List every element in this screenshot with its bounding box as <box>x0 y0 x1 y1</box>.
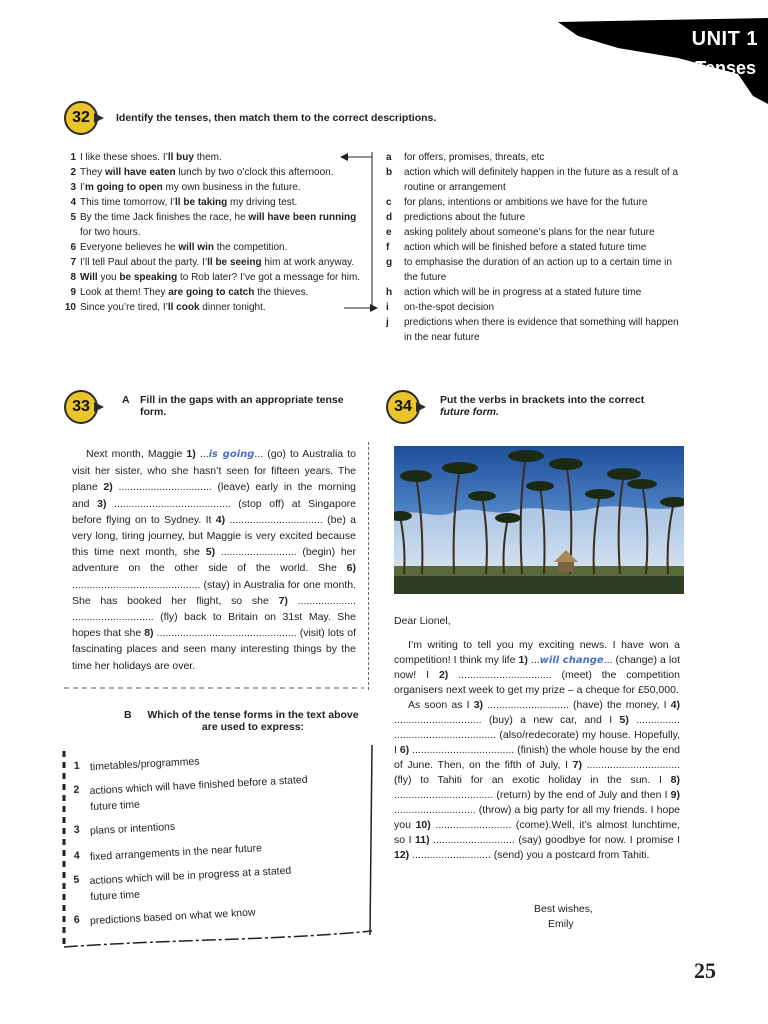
gap-number: 4) <box>215 513 226 526</box>
sentence-item <box>62 180 364 195</box>
letter-closing: Best wishes, <box>534 903 593 915</box>
sentence-number: 2 <box>70 167 76 178</box>
text-run: ............................ (throw) a big party for all my friends. I hope you <box>394 804 680 831</box>
description-item <box>386 300 686 315</box>
unit-title: UNIT 1 <box>691 28 758 50</box>
description-text: to emphasise the duration of an action up to a certain time in the future <box>404 257 672 283</box>
handwritten-answer: is going <box>208 449 255 460</box>
sentence-text: my own business in the future. <box>162 182 301 193</box>
gap-number: 7) <box>572 759 582 771</box>
exercise-33-badge <box>64 390 104 424</box>
exercise-34-badge <box>386 390 426 424</box>
gap-number: 7) <box>278 594 288 607</box>
description-text: predictions about the future <box>404 212 526 223</box>
part-b-number: 6 <box>73 913 81 926</box>
description-letter: b <box>386 167 393 178</box>
text-run: ............................ (say) goodbye for now. I promise I <box>429 834 680 846</box>
tense-verb: ll buy <box>167 152 194 163</box>
part-b-list <box>73 755 364 945</box>
description-text: on-the-spot decision <box>404 302 495 313</box>
text-run: ... <box>527 654 540 666</box>
text-run: As soon as I <box>408 699 474 711</box>
tense-verb: be speaking <box>119 272 178 283</box>
text-run: ................................ (meet) the competition organisers next week to get my prize – a cheque for £50,000. <box>394 669 680 696</box>
description-item <box>386 255 686 285</box>
sentence-text: the thieves. <box>254 287 309 298</box>
tense-verb: ll be taking <box>175 197 228 208</box>
part-b-number: 4 <box>73 849 81 862</box>
sentence-text: This time tomorrow, I’ <box>80 197 176 208</box>
sentence-item <box>62 285 364 300</box>
description-letter: i <box>386 302 389 313</box>
part-b-instruction: Which of the tense forms in the text above are used to express: <box>147 709 359 733</box>
gap-number: 4) <box>670 699 680 711</box>
description-list <box>386 150 686 345</box>
description-text: predictions when there is evidence that something will happen in the near future <box>404 317 679 343</box>
exercise-number: 32 <box>64 101 98 135</box>
tense-verb: are going to catch <box>168 287 255 298</box>
part-b-text: fixed arrangements in the near future <box>89 842 263 864</box>
sentence-text: you <box>97 272 120 283</box>
sentence-text: I’ll tell Paul about the party. I’ <box>80 257 208 268</box>
sentence-text: him at work anyway. <box>261 257 355 268</box>
gap-number: 5) <box>205 546 216 559</box>
tense-verb: ll be seeing <box>207 257 262 268</box>
part-a-instruction: Fill in the gaps with an appropriate tense form. <box>140 394 344 418</box>
text-run: ... (change) a lot now! I <box>394 654 681 681</box>
text-run: ................................ (fly) to Tahiti for an exotic holiday in the sun. I <box>394 759 680 786</box>
text-run: ........................................ (stop off) at Singapore before flying on to Sydney. It <box>72 497 357 526</box>
letter-paragraph <box>394 638 680 698</box>
sentence-item <box>62 210 364 240</box>
letter-paragraph <box>394 698 680 863</box>
description-item <box>386 150 686 165</box>
sentence-text: to Rob later? I’ve got a message for him. <box>177 272 361 283</box>
text-run: ... <box>195 448 209 460</box>
tense-verb: will have been running <box>248 212 357 223</box>
sentence-number: 9 <box>70 287 76 298</box>
letter-greeting: Dear Lionel, <box>394 615 451 627</box>
description-text: action which will definitely happen in the future as a result of a routine or arrangement <box>404 167 679 193</box>
description-letter: j <box>386 317 389 328</box>
text-run: ................................................ (visit) lots of fascinating places and seen many interesting things by the time her holidays are over. <box>72 627 356 672</box>
text-run: ........................... (send) you a postcard from Tahiti. <box>409 849 650 861</box>
sentence-item <box>62 270 364 285</box>
gap-number: 3) <box>473 699 484 711</box>
part-b-text: actions which will have finished before a stated future time <box>89 773 308 814</box>
sentence-number: 10 <box>64 302 76 313</box>
part-b-label: B <box>124 709 132 721</box>
part-b-number: 3 <box>73 823 81 836</box>
instruction-text: Put the verbs in brackets into the correct <box>440 394 645 406</box>
gap-number: 9) <box>670 789 680 801</box>
description-text: action which will be in progress at a stated future time <box>404 287 642 298</box>
sentence-text: By the time Jack finishes the race, he <box>80 212 249 223</box>
sentence-number: 7 <box>70 257 76 268</box>
part-b-item <box>73 771 324 816</box>
sentence-text: dinner tonight. <box>199 302 266 313</box>
instruction-italic: future form. <box>440 406 499 418</box>
gap-number: 8) <box>144 627 154 640</box>
part-b-item <box>73 861 324 906</box>
part-b-item <box>74 837 324 866</box>
gap-number: 12) <box>394 849 410 861</box>
gap-fill-text <box>72 446 356 674</box>
sentence-text: the competition. <box>213 242 288 253</box>
text-run: .......................... (come). <box>430 819 552 831</box>
letter-body <box>394 638 680 863</box>
sentence-text: for two hours. <box>80 227 141 238</box>
part-b-text: predictions based on what we know <box>89 906 256 928</box>
text-run: .................... ............................ (fly) back to Britain on 31st May. She hopes that she <box>72 594 356 640</box>
exercise-number: 34 <box>386 390 420 424</box>
exercise-32-badge <box>64 101 104 135</box>
text-run: ............................................ (stay) in Australia for one month. She has booked her flight, so she <box>72 578 356 607</box>
sentence-text: my driving test. <box>227 197 298 208</box>
sentence-item <box>62 240 364 255</box>
sentence-text: Since you’re tired, I’ <box>80 302 168 313</box>
part-a-label: A <box>122 394 130 406</box>
text-run: Next month, Maggie <box>86 448 187 460</box>
description-letter: d <box>386 212 393 223</box>
gap-number: 6) <box>346 562 356 575</box>
tense-verb: will have eaten <box>105 167 176 178</box>
description-letter: f <box>386 242 390 253</box>
letter-signature: Emily <box>548 918 574 930</box>
tense-verb: Will <box>80 272 98 283</box>
description-item <box>386 240 686 255</box>
text-run: ................................ (be) a very long, tiring journey, but Maggie is very excited because this time next month, she <box>72 513 356 559</box>
text-run: ... (go) to Australia to visit her sister, who she hasn’t seen for fifteen years. The plane <box>72 448 356 494</box>
gap-number: 11) <box>415 834 430 846</box>
description-text: for offers, promises, threats, etc <box>404 152 545 163</box>
part-b-text: timetables/programmes <box>89 755 200 774</box>
sentence-number: 5 <box>70 212 76 223</box>
part-b-item <box>74 811 324 840</box>
part-b-number: 2 <box>73 783 80 797</box>
gap-number: 5) <box>619 714 629 726</box>
sentence-item <box>62 255 364 270</box>
part-b-number: 5 <box>73 873 80 887</box>
description-letter: a <box>386 152 392 163</box>
exercise-32-instruction: Identify the tenses, then match them to the correct descriptions. <box>116 112 437 124</box>
page-number: 25 <box>694 958 716 983</box>
sentence-item <box>62 300 364 315</box>
sentence-text: lunch by two o’clock this afternoon. <box>175 167 334 178</box>
part-b-text: plans or intentions <box>89 820 176 838</box>
description-item <box>386 315 686 345</box>
text-run: Well, it’s almost lunchtime, so I <box>394 819 680 846</box>
gap-number: 10) <box>415 819 431 831</box>
sentence-number: 6 <box>70 242 76 253</box>
sentence-number: 8 <box>70 272 76 283</box>
description-item <box>386 165 686 195</box>
unit-subtitle: Tenses <box>695 58 756 78</box>
description-item <box>386 195 686 210</box>
part-b-item <box>74 901 324 930</box>
description-letter: g <box>386 257 393 268</box>
text-run: ............... ................................... (also/redecorate) my house. Hopefully, I <box>394 714 680 756</box>
gap-number: 6) <box>399 744 410 756</box>
text-run: ................................ (leave) early in the morning and <box>72 481 356 510</box>
sentence-text: I like these shoes. I’ <box>80 152 168 163</box>
text-run: .................................. (return) by the end of July and then I <box>394 789 671 801</box>
description-letter: c <box>386 197 392 208</box>
sentence-list <box>62 150 364 315</box>
exercise-34-instruction <box>440 394 690 418</box>
sentence-text: Look at them! They <box>80 287 169 298</box>
handwritten-answer: will change <box>539 655 604 666</box>
text-run: ............................ (have) the money, I <box>483 699 671 711</box>
tense-verb: m going to open <box>85 182 163 193</box>
exercise-number: 33 <box>64 390 98 424</box>
sentence-text: Everyone believes he <box>80 242 179 253</box>
gap-number: 3) <box>97 497 107 510</box>
sentence-text: They <box>80 167 106 178</box>
text-run: ................................... (finish) the whole house by the end of June. Then, on the fifth of July, I <box>394 744 680 771</box>
gap-number: 1) <box>518 654 528 666</box>
sentence-text: I’ <box>80 182 85 193</box>
sentence-item <box>62 165 364 180</box>
description-text: for plans, intentions or ambitions we have for the future <box>404 197 648 208</box>
sentence-item <box>62 195 364 210</box>
matching-arrows <box>338 150 380 315</box>
tense-verb: ll cook <box>167 302 200 313</box>
description-item <box>386 225 686 240</box>
torn-edge <box>64 684 364 692</box>
tense-verb: will win <box>178 242 214 253</box>
text-run: .......................... (begin) her adventure on the other side of the world. She <box>72 546 356 575</box>
sentence-number: 1 <box>70 152 76 163</box>
gap-number: 2) <box>438 669 449 681</box>
description-text: asking politely about someone’s plans for the near future <box>404 227 655 238</box>
text-run: .............................. (buy) a new car, and I <box>394 714 620 726</box>
sentence-number: 4 <box>70 197 76 208</box>
gap-number: 2) <box>103 481 113 494</box>
description-item <box>386 285 686 300</box>
part-b-number: 1 <box>73 759 81 772</box>
sentence-text: them. <box>193 152 222 163</box>
palm-trees-photo <box>394 446 684 594</box>
part-b-text: actions which will be in progress at a stated future time <box>89 864 292 904</box>
description-item <box>386 210 686 225</box>
gap-number: 1) <box>186 448 196 460</box>
sentence-item <box>62 150 364 165</box>
gap-number: 8) <box>670 774 680 786</box>
sentence-number: 3 <box>70 182 76 193</box>
description-text: action which will be finished before a stated future time <box>404 242 647 253</box>
description-letter: e <box>386 227 392 238</box>
description-letter: h <box>386 287 393 298</box>
text-run: I’m writing to tell you my exciting news. I have won a competition! I think my life <box>394 639 680 666</box>
